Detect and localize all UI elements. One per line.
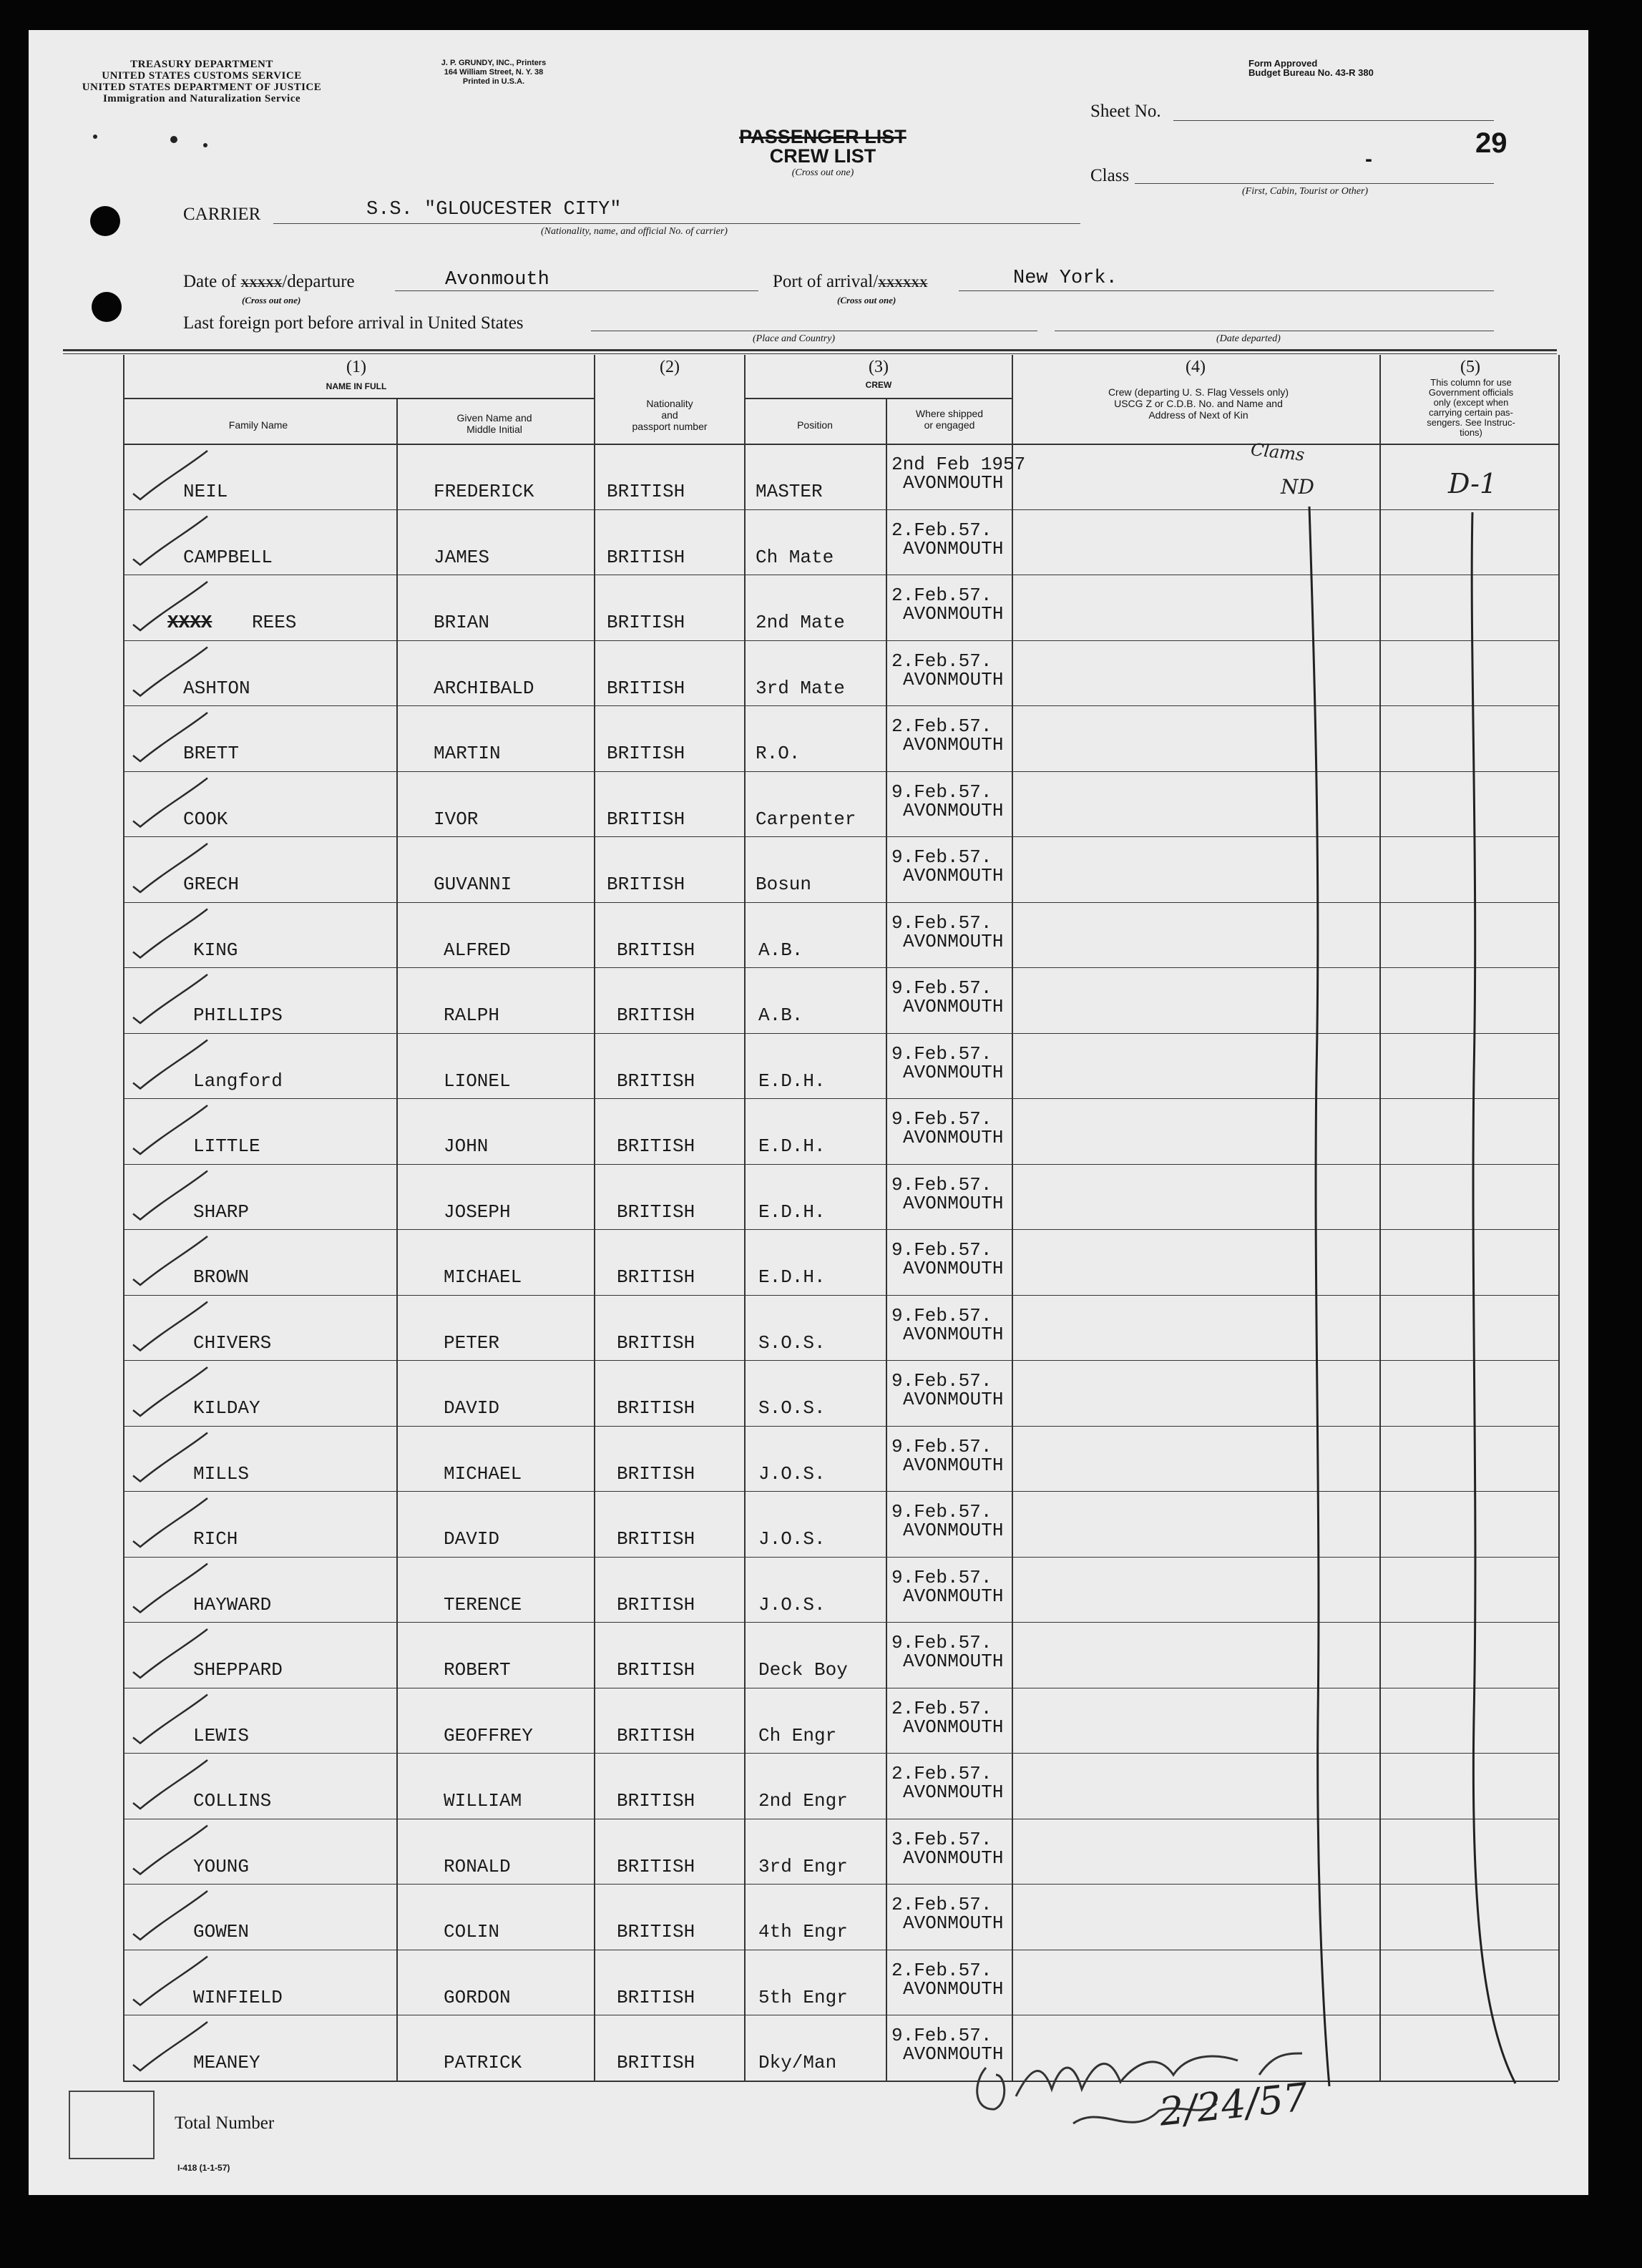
check-mark	[133, 1695, 207, 1744]
check-mark	[133, 1040, 207, 1089]
nationality: BRITISH	[607, 874, 685, 895]
nationality: BRITISH	[617, 1397, 695, 1419]
shipped-place: AVONMOUTH	[903, 1651, 1004, 1672]
printer-line-2: 164 William Street, N. Y. 38	[444, 68, 544, 77]
shipped-date: 9.Feb.57.	[891, 1042, 992, 1065]
given-name: COLIN	[444, 1921, 500, 1942]
position: Dky/Man	[758, 2052, 837, 2073]
position: Bosun	[756, 874, 812, 895]
sheet-dash: -	[1365, 147, 1372, 171]
agency-line-2: UNITED STATES CUSTOMS SERVICE	[102, 70, 302, 82]
position: 2nd Engr	[758, 1790, 848, 1812]
nationality: BRITISH	[617, 1593, 695, 1616]
position: J.O.S.	[758, 1462, 826, 1485]
shipped-place: AVONMOUTH	[903, 668, 1004, 690]
shipped-place: AVONMOUTH	[903, 472, 1004, 494]
given-name: LIONEL	[444, 1070, 511, 1092]
shipped-date: 9.Feb.57.	[891, 977, 992, 999]
check-mark	[133, 1236, 207, 1285]
shipped-place: AVONMOUTH	[903, 603, 1004, 625]
nationality: BRITISH	[617, 1790, 695, 1812]
form-approved-line-1: Form Approved	[1248, 58, 1318, 69]
given-name: MICHAEL	[444, 1266, 522, 1288]
nationality: BRITISH	[607, 546, 685, 568]
nationality: BRITISH	[607, 808, 685, 830]
shipped-place: AVONMOUTH	[903, 799, 1004, 821]
col-5-title: This column for use Government officials only (except when carrying certain pas- sengers. See Instruc- tions)	[1427, 377, 1515, 438]
arrival-value: New York.	[1013, 268, 1118, 289]
family-name: COLLINS	[193, 1790, 272, 1812]
shipped-date: 9.Feb.57.	[891, 846, 992, 868]
carrier-value: S.S. "GLOUCESTER CITY"	[366, 199, 622, 220]
family-name: KING	[193, 939, 238, 961]
nationality: BRITISH	[607, 481, 685, 502]
check-mark	[133, 517, 207, 565]
nationality: BRITISH	[607, 677, 685, 699]
sheet-number: 29	[1475, 127, 1507, 159]
family-name-struck: XXXX	[167, 612, 212, 633]
nationality: BRITISH	[617, 1005, 695, 1026]
shipped-place: AVONMOUTH	[903, 930, 1004, 952]
given-name: RONALD	[444, 1855, 511, 1877]
nationality: BRITISH	[617, 1986, 695, 2008]
family-name: REES	[252, 612, 297, 633]
date-label-struck: XXXXX	[240, 278, 283, 290]
shipped-place: AVONMOUTH	[903, 1978, 1004, 2000]
check-mark	[133, 1302, 207, 1351]
position: J.O.S.	[758, 1528, 826, 1550]
shipped-date: 2.Feb.57.	[891, 650, 992, 672]
title-crew-list: CREW LIST	[769, 145, 876, 167]
printer-line-1: J. P. GRUNDY, INC., Printers	[441, 59, 547, 67]
shipped-place: AVONMOUTH	[903, 1192, 1004, 1214]
title-note: (Cross out one)	[791, 167, 854, 178]
shipped-place: AVONMOUTH	[903, 537, 1004, 559]
check-mark	[133, 1760, 207, 1809]
nationality: BRITISH	[617, 2052, 695, 2073]
position: 3rd Mate	[756, 677, 845, 699]
col4-ditto-line	[1309, 507, 1329, 2086]
given-name: MICHAEL	[444, 1462, 522, 1485]
given-name: JAMES	[434, 546, 490, 568]
date-note: (Cross out one)	[242, 295, 301, 306]
shipped-date: 9.Feb.57.	[891, 1173, 992, 1196]
check-mark	[133, 909, 207, 958]
position: E.D.H.	[758, 1070, 826, 1092]
position: S.O.S.	[758, 1397, 826, 1419]
nationality: BRITISH	[607, 612, 685, 633]
given-name: ARCHIBALD	[434, 677, 534, 699]
check-mark	[133, 1498, 207, 1547]
date-label-suffix: /departure	[282, 272, 355, 291]
shipped-place: AVONMOUTH	[903, 1847, 1004, 1869]
given-name: MARTIN	[434, 743, 501, 764]
given-name: PETER	[444, 1331, 500, 1354]
col-1-title: NAME IN FULL	[326, 381, 387, 391]
col5-ditto-line	[1472, 512, 1515, 2083]
shipped-place: AVONMOUTH	[903, 1520, 1004, 1541]
col-4-title: Crew (departing U. S. Flag Vessels only) USCG Z or C.D.B. No. and Name and Address of Next of Kin	[1108, 386, 1289, 421]
nationality: BRITISH	[617, 1724, 695, 1746]
check-mark	[133, 647, 207, 696]
col-position: Position	[797, 419, 833, 431]
col-given-name: Given Name and Middle Initial	[456, 412, 532, 435]
agency-line-4: Immigration and Naturalization Service	[102, 93, 301, 104]
nationality: BRITISH	[617, 1201, 695, 1223]
family-name: LITTLE	[193, 1135, 260, 1157]
nationality: BRITISH	[617, 1135, 695, 1157]
nationality: BRITISH	[617, 1070, 695, 1092]
family-name: Langford	[193, 1070, 283, 1092]
check-mark	[133, 1433, 207, 1482]
total-number-box	[69, 2091, 155, 2159]
shipped-date: 2.Feb.57.	[891, 585, 992, 606]
col4-annotation-top: Clams	[1249, 439, 1306, 465]
nationality: BRITISH	[617, 1659, 695, 1681]
given-name: WILLIAM	[444, 1790, 522, 1812]
shipped-place: AVONMOUTH	[903, 1716, 1004, 1738]
family-name: GOWEN	[193, 1921, 250, 1942]
col-3-number: (3)	[869, 358, 889, 376]
class-note: (First, Cabin, Tourist or Other)	[1242, 186, 1369, 197]
col-1-number: (1)	[346, 358, 366, 376]
position: Ch Engr	[758, 1724, 837, 1746]
given-name: GORDON	[444, 1986, 511, 2008]
shipped-place: AVONMOUTH	[903, 1912, 1004, 1934]
given-name: GUVANNI	[434, 874, 512, 895]
position: MASTER	[756, 481, 823, 502]
nationality: BRITISH	[617, 1331, 695, 1354]
shipped-date: 2.Feb.57.	[891, 1697, 992, 1719]
position: A.B.	[758, 939, 803, 961]
nationality: BRITISH	[617, 939, 695, 961]
col-crew-title: CREW	[865, 380, 892, 390]
printer-line-3: Printed in U.S.A.	[462, 77, 525, 86]
check-marks	[133, 451, 207, 2071]
shipped-place: AVONMOUTH	[903, 1781, 1004, 1803]
check-mark	[133, 1826, 207, 1874]
col-nationality: Nationality and passport number	[632, 398, 708, 432]
given-name: RALPH	[444, 1005, 500, 1026]
family-name: PHILLIPS	[193, 1005, 283, 1026]
position: A.B.	[758, 1005, 803, 1026]
position: E.D.H.	[758, 1266, 826, 1288]
nationality: BRITISH	[617, 1921, 695, 1942]
shipped-date: 9.Feb.57.	[891, 1632, 992, 1653]
family-name: RICH	[193, 1528, 238, 1550]
family-name: GRECH	[183, 874, 240, 895]
form-number: I-418 (1-1-57)	[177, 2163, 230, 2173]
check-mark	[133, 1957, 207, 2005]
family-name: NEIL	[183, 481, 228, 502]
family-name: LEWIS	[193, 1724, 250, 1746]
check-mark	[133, 778, 207, 827]
port-label-struck: XXXXXX	[878, 278, 928, 290]
shipped-date: 9.Feb.57.	[891, 1108, 992, 1130]
shipped-date: 9.Feb.57.	[891, 1370, 992, 1392]
shipped-date: 9.Feb.57.	[891, 1304, 992, 1326]
shipped-date: 9.Feb.57.	[891, 1435, 992, 1457]
sheet-no-label: Sheet No.	[1090, 102, 1161, 121]
shipped-place: AVONMOUTH	[903, 1585, 1004, 1607]
position: R.O.	[756, 743, 801, 764]
family-name: HAYWARD	[193, 1593, 272, 1616]
family-name: MEANEY	[193, 2052, 260, 2073]
family-name: COOK	[183, 808, 228, 830]
shipped-date: 2.Feb.57.	[891, 1763, 992, 1784]
shipped-date: 9.Feb.57.	[891, 911, 992, 934]
shipped-date: 9.Feb.57.	[891, 781, 992, 803]
given-name: BRIAN	[434, 612, 490, 633]
given-name: DAVID	[444, 1528, 500, 1550]
family-name: SHARP	[193, 1201, 250, 1223]
col-family-name: Family Name	[228, 419, 288, 431]
shipped-place: AVONMOUTH	[903, 1127, 1004, 1148]
carrier-label: CARRIER	[183, 205, 261, 224]
shipped-date: 9.Feb.57.	[891, 1239, 992, 1261]
check-mark	[133, 451, 207, 499]
check-mark	[133, 1629, 207, 1678]
position: 5th Engr	[758, 1986, 848, 2008]
family-name: CHIVERS	[193, 1331, 272, 1354]
family-name: MILLS	[193, 1462, 250, 1485]
position: E.D.H.	[758, 1201, 826, 1223]
shipped-date: 2.Feb.57.	[891, 1894, 992, 1915]
shipped-date: 2nd Feb 1957	[891, 454, 1026, 475]
agency-line-1: TREASURY DEPARTMENT	[130, 59, 273, 70]
check-mark	[133, 1171, 207, 1220]
given-name: JOHN	[444, 1135, 489, 1157]
col-where-shipped: Where shipped or engaged	[915, 408, 984, 431]
family-name: BROWN	[193, 1266, 250, 1288]
class-label: Class	[1090, 166, 1130, 185]
col-4-number: (4)	[1186, 358, 1206, 376]
given-name: DAVID	[444, 1397, 500, 1419]
given-name: ALFRED	[444, 939, 511, 961]
nationality: BRITISH	[617, 1462, 695, 1485]
position: Carpenter	[756, 808, 856, 830]
place-country-note: (Place and Country)	[753, 333, 836, 344]
agency-line-3: UNITED STATES DEPARTMENT OF JUSTICE	[82, 82, 322, 93]
form-approved-line-2: Budget Bureau No. 43-R 380	[1248, 67, 1374, 78]
shipped-place: AVONMOUTH	[903, 734, 1004, 756]
check-mark	[133, 974, 207, 1023]
shipped-place: AVONMOUTH	[903, 1061, 1004, 1083]
family-name: KILDAY	[193, 1397, 260, 1419]
date-label-prefix: Date of	[183, 272, 241, 291]
date-departed-note: (Date departed)	[1216, 333, 1281, 344]
check-mark	[133, 1105, 207, 1154]
given-name: GEOFFREY	[444, 1724, 533, 1746]
check-mark	[133, 1891, 207, 1940]
family-name: SHEPPARD	[193, 1659, 283, 1681]
given-name: PATRICK	[444, 2052, 522, 2073]
signature-date: 2/24/57	[1157, 2074, 1310, 2135]
last-port-label: Last foreign port before arrival in United States	[183, 313, 524, 333]
carrier-note: (Nationality, name, and official No. of carrier)	[541, 226, 728, 237]
departure-value: Avonmouth	[445, 269, 549, 290]
check-mark	[133, 844, 207, 892]
shipped-place: AVONMOUTH	[903, 996, 1004, 1017]
given-name: JOSEPH	[444, 1201, 511, 1223]
nationality: BRITISH	[617, 1528, 695, 1550]
col4-annotation-bottom: ND	[1281, 475, 1314, 499]
position: E.D.H.	[758, 1135, 826, 1157]
check-mark	[133, 713, 207, 761]
given-name: IVOR	[434, 808, 479, 830]
given-name: FREDERICK	[434, 481, 534, 502]
family-name: ASHTON	[183, 677, 250, 699]
shipped-place: AVONMOUTH	[903, 865, 1004, 886]
nationality: BRITISH	[617, 1266, 695, 1288]
shipped-place: AVONMOUTH	[903, 2043, 1004, 2065]
shipped-date: 9.Feb.57.	[891, 2025, 992, 2046]
family-name: YOUNG	[193, 1855, 250, 1877]
col-2-number: (2)	[660, 358, 680, 376]
position: Deck Boy	[758, 1659, 848, 1681]
shipped-place: AVONMOUTH	[903, 1389, 1004, 1410]
shipped-place: AVONMOUTH	[903, 1323, 1004, 1345]
col-5-number: (5)	[1460, 358, 1480, 376]
check-mark	[133, 582, 207, 630]
check-mark	[133, 1564, 207, 1613]
check-mark	[133, 1367, 207, 1416]
shipped-date: 2.Feb.57.	[891, 1959, 992, 1981]
position: Ch Mate	[756, 546, 834, 568]
shipped-date: 9.Feb.57.	[891, 1501, 992, 1522]
port-note: (Cross out one)	[837, 295, 896, 306]
position: S.O.S.	[758, 1331, 826, 1354]
family-name: BRETT	[183, 743, 240, 764]
position: 3rd Engr	[758, 1855, 848, 1877]
col5-annotation: D-1	[1448, 468, 1497, 499]
nationality: BRITISH	[617, 1855, 695, 1877]
given-name: ROBERT	[444, 1659, 511, 1681]
total-number-label: Total Number	[175, 2113, 275, 2133]
shipped-date: 3.Feb.57.	[891, 1828, 992, 1850]
check-mark	[133, 2022, 207, 2071]
shipped-date: 2.Feb.57.	[891, 715, 992, 737]
position: J.O.S.	[758, 1593, 826, 1616]
position: 4th Engr	[758, 1921, 848, 1942]
title-passenger-list: PASSENGER LIST	[739, 126, 906, 147]
shipped-date: 9.Feb.57.	[891, 1566, 992, 1588]
shipped-date: 2.Feb.57.	[891, 519, 992, 541]
shipped-place: AVONMOUTH	[903, 1258, 1004, 1279]
port-label-prefix: Port of arrival/	[773, 272, 879, 291]
family-name: CAMPBELL	[183, 546, 273, 568]
family-name: WINFIELD	[193, 1986, 283, 2008]
given-name: TERENCE	[444, 1593, 522, 1616]
position: 2nd Mate	[756, 612, 845, 633]
shipped-place: AVONMOUTH	[903, 1454, 1004, 1476]
nationality: BRITISH	[607, 743, 685, 764]
